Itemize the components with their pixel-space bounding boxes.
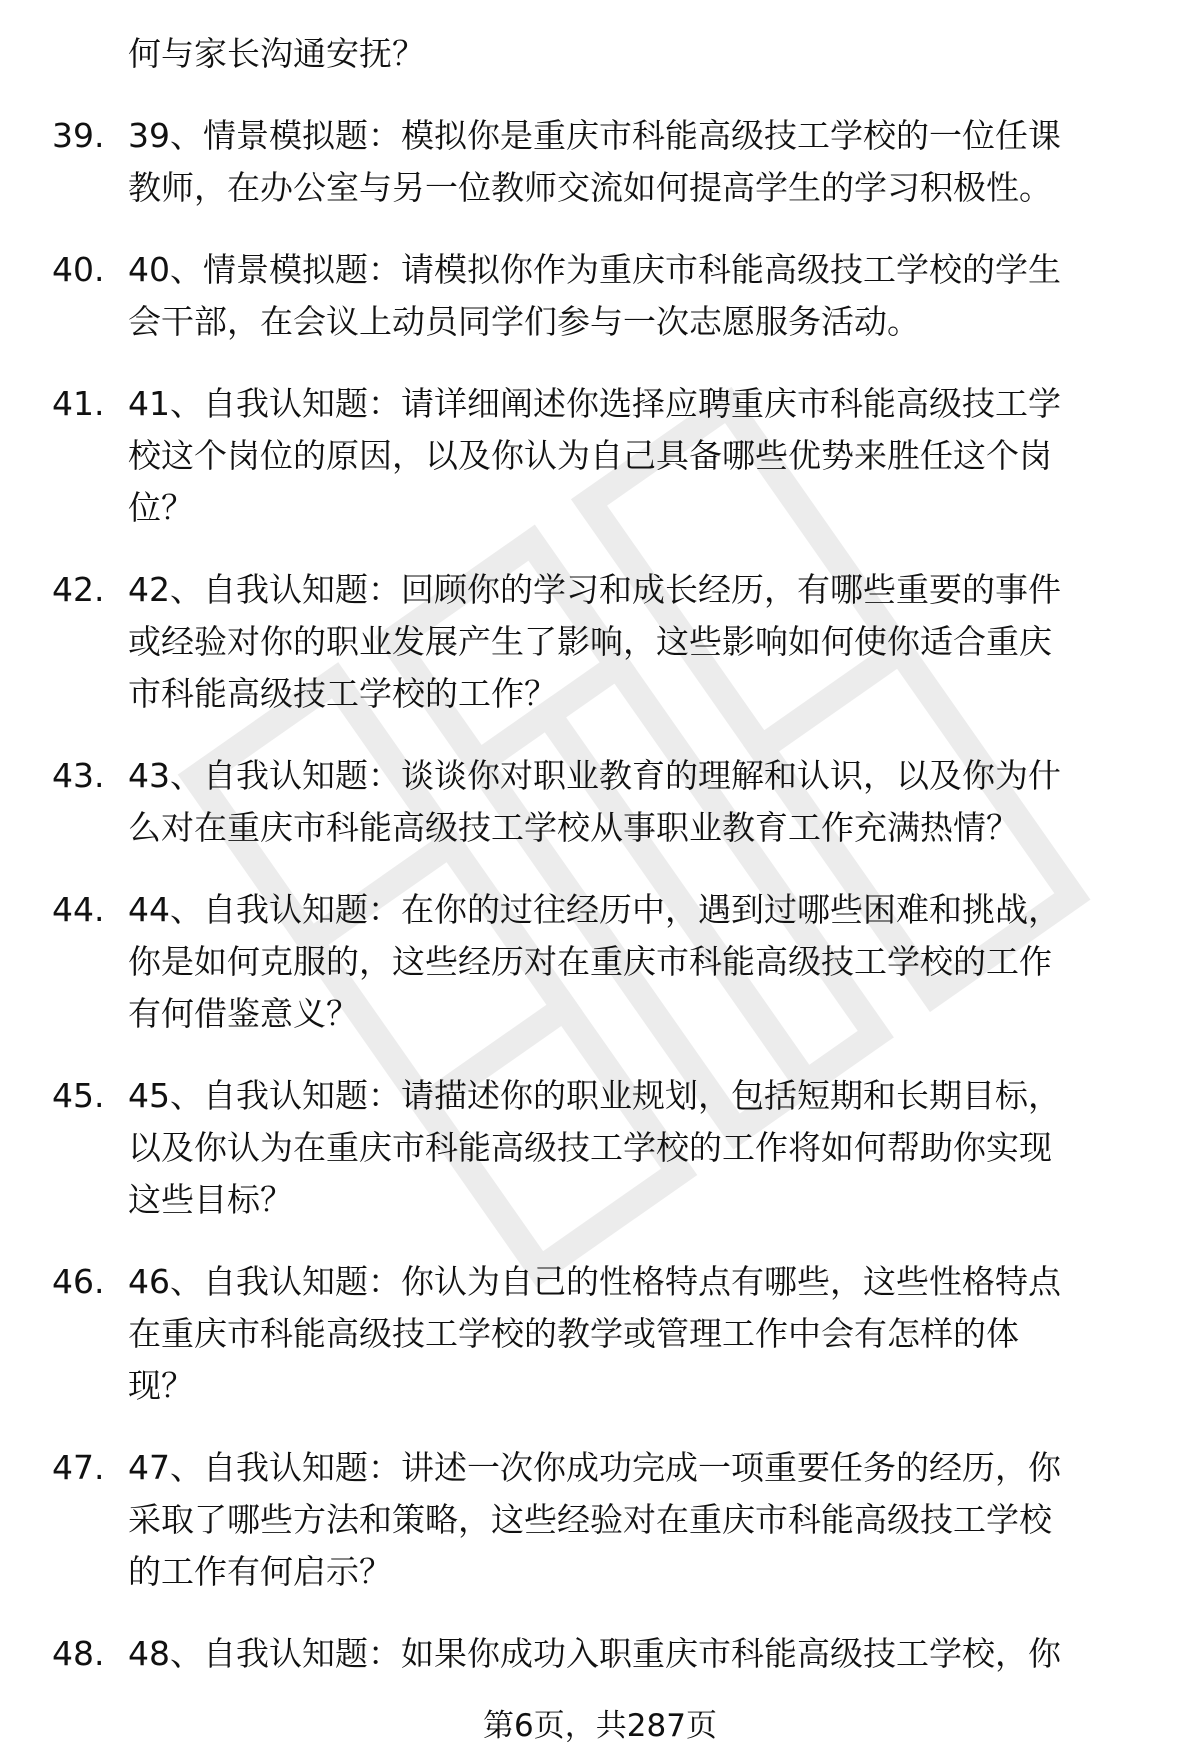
question-text bbox=[128, 564, 1152, 720]
question-text bbox=[128, 244, 1152, 348]
question-text-line: 有何借鉴意义？ bbox=[128, 994, 359, 1033]
question-text-line: 现？ bbox=[128, 1366, 194, 1405]
question-text bbox=[128, 1070, 1152, 1226]
question-text-line: 在重庆市科能高级技工学校的教学或管理工作中会有怎样的体 bbox=[128, 1314, 1019, 1353]
question-text-line: 46、自我认知题：你认为自己的性格特点有哪些，这些性格特点 bbox=[128, 1262, 1061, 1301]
page-footer: 第6页，共287页 bbox=[483, 1708, 717, 1744]
question-text-line: 市科能高级技工学校的工作？ bbox=[128, 674, 557, 713]
question-number: 48. bbox=[52, 1634, 105, 1673]
document-body bbox=[52, 28, 1152, 1680]
question-number: 46. bbox=[52, 1262, 105, 1301]
question-text-line: 会干部，在会议上动员同学们参与一次志愿服务活动。 bbox=[128, 302, 920, 341]
question-text-line: 47、自我认知题：讲述一次你成功完成一项重要任务的经历，你 bbox=[128, 1448, 1061, 1487]
question-text-line: 你是如何克服的，这些经历对在重庆市科能高级技工学校的工作 bbox=[128, 942, 1052, 981]
question-text-line: 42、自我认知题：回顾你的学习和成长经历，有哪些重要的事件 bbox=[128, 570, 1061, 609]
question-number: 40. bbox=[52, 250, 105, 289]
question-text bbox=[128, 1442, 1152, 1598]
question-item bbox=[52, 1256, 1152, 1412]
question-text-line: 或经验对你的职业发展产生了影响，这些影响如何使你适合重庆 bbox=[128, 622, 1052, 661]
question-item bbox=[52, 1442, 1152, 1598]
question-text-line: 41、自我认知题：请详细阐述你选择应聘重庆市科能高级技工学 bbox=[128, 384, 1061, 423]
question-text-line: 以及你认为在重庆市科能高级技工学校的工作将如何帮助你实现 bbox=[128, 1128, 1052, 1167]
question-text bbox=[128, 378, 1152, 534]
question-text-line: 43、自我认知题：谈谈你对职业教育的理解和认识，以及你为什 bbox=[128, 756, 1061, 795]
question-item bbox=[52, 1628, 1152, 1680]
question-text bbox=[128, 110, 1152, 214]
question-number: 47. bbox=[52, 1448, 105, 1487]
question-number: 39. bbox=[52, 116, 105, 155]
question-text-line: 教师，在办公室与另一位教师交流如何提高学生的学习积极性。 bbox=[128, 168, 1052, 207]
question-item bbox=[52, 1070, 1152, 1226]
question-text-line: 40、情景模拟题：请模拟你作为重庆市科能高级技工学校的学生 bbox=[128, 250, 1061, 289]
question-text-line: 的工作有何启示？ bbox=[128, 1552, 392, 1591]
question-text-line: 采取了哪些方法和策略，这些经验对在重庆市科能高级技工学校 bbox=[128, 1500, 1052, 1539]
question-text-line: 么对在重庆市科能高级技工学校从事职业教育工作充满热情？ bbox=[128, 808, 1019, 847]
question-text bbox=[128, 1256, 1152, 1412]
question-text-line: 校这个岗位的原因，以及你认为自己具备哪些优势来胜任这个岗 bbox=[128, 436, 1052, 475]
question-text bbox=[128, 1628, 1152, 1680]
question-number: 41. bbox=[52, 384, 105, 423]
question-text-line: 这些目标？ bbox=[128, 1180, 293, 1219]
question-number: 42. bbox=[52, 570, 105, 609]
question-item bbox=[52, 378, 1152, 534]
question-text bbox=[128, 884, 1152, 1040]
question-number: 43. bbox=[52, 756, 105, 795]
question-text-line: 48、自我认知题：如果你成功入职重庆市科能高级技工学校，你 bbox=[128, 1634, 1061, 1673]
continuation-line: 何与家长沟通安抚？ bbox=[128, 34, 425, 73]
question-item bbox=[52, 110, 1152, 214]
question-text-line: 位？ bbox=[128, 488, 194, 527]
question-item bbox=[52, 750, 1152, 854]
question-number: 44. bbox=[52, 890, 105, 929]
question-list bbox=[52, 110, 1152, 1680]
question-item bbox=[52, 244, 1152, 348]
question-text-line: 39、情景模拟题：模拟你是重庆市科能高级技工学校的一位任课 bbox=[128, 116, 1061, 155]
question-number: 45. bbox=[52, 1076, 105, 1115]
question-text-line: 44、自我认知题：在你的过往经历中，遇到过哪些困难和挑战， bbox=[128, 890, 1061, 929]
question-text bbox=[128, 750, 1152, 854]
question-text-line: 45、自我认知题：请描述你的职业规划，包括短期和长期目标， bbox=[128, 1076, 1061, 1115]
question-item bbox=[52, 564, 1152, 720]
question-item bbox=[52, 884, 1152, 1040]
